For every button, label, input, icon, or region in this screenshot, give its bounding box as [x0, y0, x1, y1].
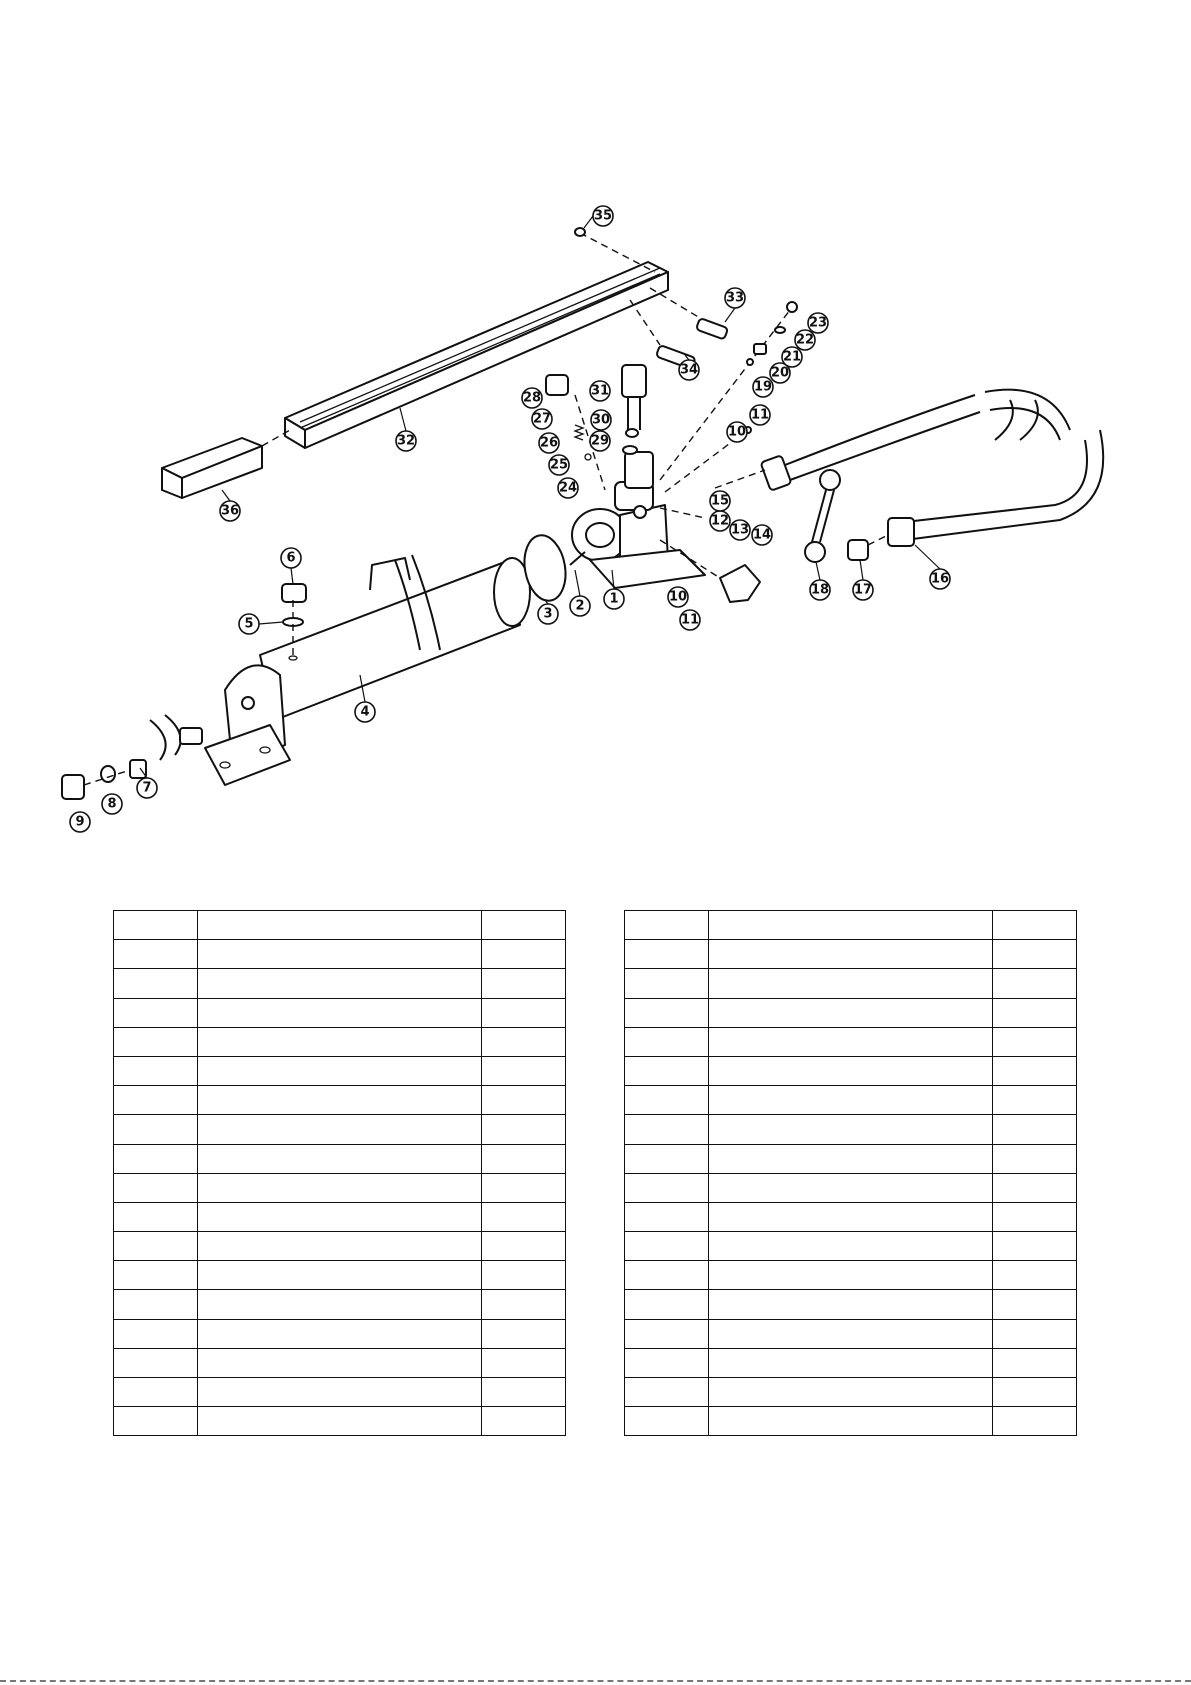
table-cell [709, 1407, 993, 1436]
header-cell [625, 911, 709, 940]
table-cell [709, 1319, 993, 1348]
table-cell [482, 1290, 566, 1319]
table-row [114, 1261, 566, 1290]
table-cell [709, 969, 993, 998]
table-cell [993, 969, 1077, 998]
table-cell [114, 1319, 198, 1348]
callout-33 [725, 288, 745, 308]
callout-32 [396, 431, 416, 451]
header-cell [482, 911, 566, 940]
table-cell [993, 940, 1077, 969]
table-cell [709, 1232, 993, 1261]
table-cell [709, 1378, 993, 1407]
svg-text:28: 28 [522, 390, 542, 406]
table-row [114, 1348, 566, 1377]
table-cell [114, 1407, 198, 1436]
table-cell [482, 1173, 566, 1202]
table-row [625, 1115, 1077, 1144]
callout-8 [102, 794, 122, 814]
table-cell [198, 1407, 482, 1436]
table-cell [993, 1407, 1077, 1436]
table-cell [114, 1144, 198, 1173]
table-cell [114, 1086, 198, 1115]
table-row [625, 940, 1077, 969]
table-row [114, 1378, 566, 1407]
table-cell [709, 940, 993, 969]
svg-text:13: 13 [730, 522, 750, 538]
header-cell [114, 911, 198, 940]
table-cell [198, 1144, 482, 1173]
table-cell [198, 1202, 482, 1231]
table-row [114, 1319, 566, 1348]
svg-text:19: 19 [753, 379, 773, 395]
table-row [625, 1056, 1077, 1085]
table-cell [482, 1319, 566, 1348]
page-bottom-border [0, 1680, 1191, 1682]
table-cell [625, 1115, 709, 1144]
table-cell [482, 1115, 566, 1144]
table-cell [709, 1144, 993, 1173]
svg-text:3: 3 [543, 606, 553, 622]
callout-28 [522, 388, 542, 408]
svg-text:8: 8 [107, 796, 117, 812]
table-cell [625, 1319, 709, 1348]
table-cell [114, 1290, 198, 1319]
table-cell [993, 1027, 1077, 1056]
table-row [625, 1378, 1077, 1407]
table-cell [114, 998, 198, 1027]
callout-11b [680, 610, 700, 630]
table-cell [993, 1378, 1077, 1407]
table-cell [709, 1027, 993, 1056]
table-cell [198, 1056, 482, 1085]
table-cell [625, 1056, 709, 1085]
svg-text:30: 30 [591, 412, 611, 428]
table-cell [625, 1348, 709, 1377]
table-cell [198, 1378, 482, 1407]
table-cell [625, 1202, 709, 1231]
callout-30 [591, 410, 611, 430]
callout-3 [538, 604, 558, 624]
table-cell [482, 998, 566, 1027]
table-row [625, 1086, 1077, 1115]
svg-text:25: 25 [549, 457, 569, 473]
svg-text:29: 29 [590, 433, 610, 449]
svg-text:17: 17 [853, 582, 873, 598]
table-cell [198, 1086, 482, 1115]
callout-5 [239, 614, 259, 634]
table-cell [993, 1348, 1077, 1377]
svg-text:11: 11 [680, 612, 700, 628]
table-cell [198, 998, 482, 1027]
table-cell [114, 940, 198, 969]
table-cell [114, 1232, 198, 1261]
callout-27 [532, 409, 552, 429]
table-row [625, 1202, 1077, 1231]
table-cell [993, 1056, 1077, 1085]
parts-table-right [624, 910, 1077, 1436]
hose-part [715, 390, 1103, 546]
callout-36 [220, 501, 240, 521]
table-row [625, 1261, 1077, 1290]
table-cell [625, 1086, 709, 1115]
callout-25 [549, 455, 569, 475]
table-cell [482, 1027, 566, 1056]
table-cell [114, 1056, 198, 1085]
table-cell [114, 1348, 198, 1377]
table-row [114, 1144, 566, 1173]
callout-13 [730, 520, 750, 540]
table-row [625, 998, 1077, 1027]
table-cell [993, 1232, 1077, 1261]
callout-9 [70, 812, 90, 832]
table-row [114, 1056, 566, 1085]
svg-text:24: 24 [558, 480, 578, 496]
table-cell [482, 1378, 566, 1407]
coupler-parts [805, 470, 868, 562]
table-row [625, 969, 1077, 998]
table-cell [709, 1290, 993, 1319]
callout-26 [539, 433, 559, 453]
svg-text:6: 6 [286, 550, 296, 566]
table-row [625, 1348, 1077, 1377]
table-row [114, 1202, 566, 1231]
table-cell [625, 940, 709, 969]
callout-24 [558, 478, 578, 498]
table-cell [198, 1261, 482, 1290]
header-cell [993, 911, 1077, 940]
callout-4 [355, 702, 375, 722]
svg-text:35: 35 [593, 208, 613, 224]
table-cell [625, 1290, 709, 1319]
table-cell [114, 1202, 198, 1231]
drain-fittings-part [62, 715, 202, 799]
callout-22 [795, 330, 815, 350]
svg-text:16: 16 [930, 571, 950, 587]
svg-text:15: 15 [710, 493, 730, 509]
table-cell [625, 1261, 709, 1290]
table-cell [625, 1173, 709, 1202]
table-cell [482, 1261, 566, 1290]
svg-text:4: 4 [360, 704, 370, 720]
svg-text:20: 20 [770, 365, 790, 381]
table-cell [993, 1319, 1077, 1348]
table-row [114, 1407, 566, 1436]
table-header-row [625, 911, 1077, 940]
header-cell [709, 911, 993, 940]
table-cell [625, 1232, 709, 1261]
table-row [625, 1290, 1077, 1319]
table-cell [625, 1407, 709, 1436]
table-cell [993, 1173, 1077, 1202]
table-cell [709, 1348, 993, 1377]
callout-14 [752, 525, 772, 545]
table-row [114, 1232, 566, 1261]
callout-21 [782, 347, 802, 367]
callout-18 [810, 580, 830, 600]
table-cell [482, 1202, 566, 1231]
table-row [625, 1144, 1077, 1173]
table-row [114, 1173, 566, 1202]
table-cell [114, 1027, 198, 1056]
cylinder-part [205, 555, 530, 785]
callout-15 [710, 491, 730, 511]
svg-text:33: 33 [725, 290, 745, 306]
table-row [114, 1115, 566, 1144]
table-cell [198, 1173, 482, 1202]
table-cell [198, 969, 482, 998]
callout-12 [710, 511, 730, 531]
table-cell [198, 1115, 482, 1144]
table-cell [709, 1173, 993, 1202]
table-cell [709, 1202, 993, 1231]
table-row [114, 998, 566, 1027]
svg-text:10: 10 [668, 589, 688, 605]
svg-text:9: 9 [75, 814, 85, 830]
table-cell [482, 940, 566, 969]
plunger-part [622, 365, 646, 454]
callout-11a [750, 405, 770, 425]
svg-text:27: 27 [532, 411, 552, 427]
pump-head-part [570, 452, 705, 588]
callout-7 [137, 778, 157, 798]
table-row [114, 1290, 566, 1319]
table-row [114, 1027, 566, 1056]
callout-2 [570, 596, 590, 616]
table-cell [709, 1086, 993, 1115]
svg-text:22: 22 [795, 332, 815, 348]
table-cell [198, 1232, 482, 1261]
table-cell [709, 1056, 993, 1085]
table-cell [709, 998, 993, 1027]
table-row [625, 1232, 1077, 1261]
table-cell [482, 1407, 566, 1436]
table-cell [482, 1056, 566, 1085]
svg-text:34: 34 [679, 362, 699, 378]
table-cell [625, 969, 709, 998]
svg-text:12: 12 [710, 513, 730, 529]
table-cell [993, 1115, 1077, 1144]
table-row [625, 1027, 1077, 1056]
callout-34 [679, 360, 699, 380]
callout-1 [604, 589, 624, 609]
table-cell [198, 940, 482, 969]
table-cell [482, 1232, 566, 1261]
table-cell [198, 1290, 482, 1319]
table-cell [482, 969, 566, 998]
table-cell [198, 1319, 482, 1348]
callout-35 [593, 206, 613, 226]
table-cell [114, 1261, 198, 1290]
table-cell [993, 1261, 1077, 1290]
svg-text:14: 14 [752, 527, 772, 543]
callout-10b [668, 587, 688, 607]
table-row [625, 1173, 1077, 1202]
table-cell [993, 1144, 1077, 1173]
svg-text:2: 2 [575, 598, 585, 614]
table-row [114, 969, 566, 998]
svg-text:23: 23 [808, 315, 828, 331]
table-cell [482, 1086, 566, 1115]
table-cell [709, 1115, 993, 1144]
table-row [625, 1407, 1077, 1436]
callout-6 [281, 548, 301, 568]
svg-text:36: 36 [220, 503, 240, 519]
table-cell [625, 1378, 709, 1407]
svg-text:18: 18 [810, 582, 830, 598]
svg-text:26: 26 [539, 435, 559, 451]
table-cell [114, 1173, 198, 1202]
table-row [625, 1319, 1077, 1348]
callout-29 [590, 431, 610, 451]
table-row [114, 940, 566, 969]
parts-table-left [113, 910, 566, 1436]
svg-text:11: 11 [750, 407, 770, 423]
table-cell [993, 1086, 1077, 1115]
table-cell [625, 1144, 709, 1173]
callout-16 [930, 569, 950, 589]
table-cell [625, 998, 709, 1027]
table-cell [198, 1348, 482, 1377]
table-cell [114, 1115, 198, 1144]
svg-text:31: 31 [590, 383, 610, 399]
callout-31 [590, 381, 610, 401]
svg-text:32: 32 [396, 433, 416, 449]
svg-text:21: 21 [782, 349, 802, 365]
table-cell [482, 1144, 566, 1173]
table-cell [993, 1202, 1077, 1231]
table-header-row [114, 911, 566, 940]
table-cell [114, 969, 198, 998]
header-cell [198, 911, 482, 940]
table-row [114, 1086, 566, 1115]
grip-part [162, 438, 262, 498]
callout-17 [853, 580, 873, 600]
table-cell [114, 1378, 198, 1407]
table-cell [993, 1290, 1077, 1319]
table-cell [482, 1348, 566, 1377]
callout-10a [727, 422, 747, 442]
table-cell [625, 1027, 709, 1056]
table-cell [198, 1027, 482, 1056]
callout-23 [808, 313, 828, 333]
svg-text:1: 1 [609, 591, 619, 607]
svg-text:5: 5 [244, 616, 254, 632]
svg-text:10: 10 [727, 424, 747, 440]
svg-text:7: 7 [142, 780, 152, 796]
table-cell [709, 1261, 993, 1290]
table-cell [993, 998, 1077, 1027]
